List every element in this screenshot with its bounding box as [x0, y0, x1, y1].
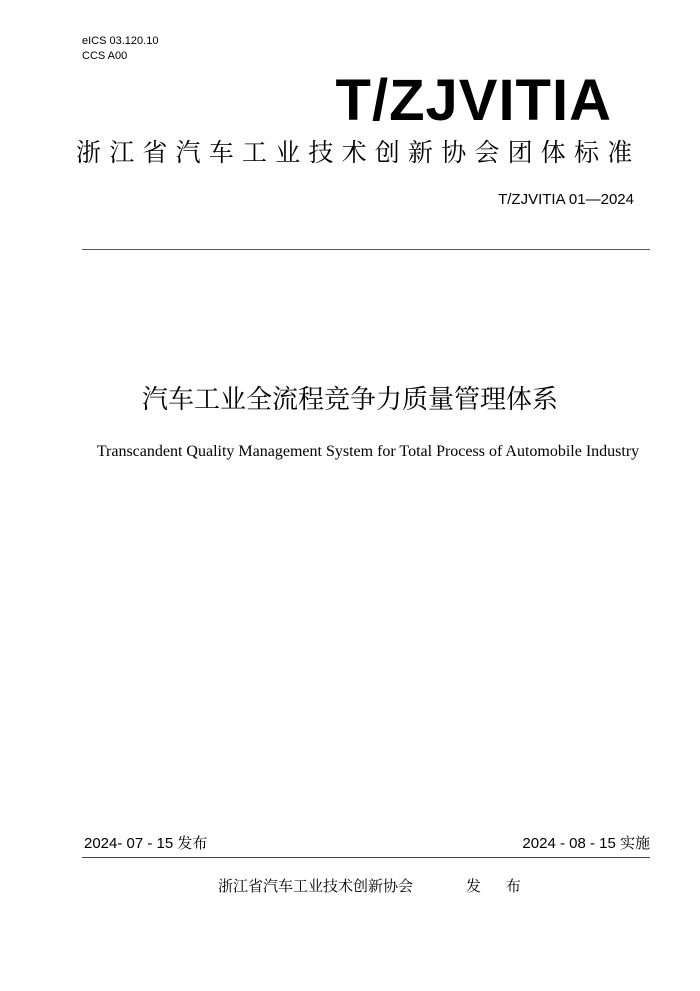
- document-title-en: Transcandent Quality Management System for Total Process of Automobile Industry: [96, 443, 640, 460]
- footer-divider: [82, 857, 650, 858]
- ccs-code: CCS A00: [82, 50, 128, 62]
- release-date: 2024- 07 - 15 发布: [84, 835, 208, 852]
- standard-number: T/ZJVITIA 01—2024: [498, 191, 634, 208]
- publisher-name: 浙江省汽车工业技术创新协会: [218, 877, 414, 895]
- classification-codes: [82, 34, 158, 64]
- standard-logo: T/ZJVITIA: [335, 68, 612, 133]
- ics-code: eICS 03.120.10: [82, 35, 159, 47]
- header-divider: [82, 249, 650, 250]
- organization-standard-title: 浙江省汽车工业技术创新协会团体标准: [76, 138, 641, 167]
- publish-label: 发 布: [466, 877, 531, 895]
- implementation-date: 2024 - 08 - 15 实施: [522, 835, 650, 852]
- document-title-cn: 汽车工业全流程竞争力质量管理体系: [141, 385, 558, 415]
